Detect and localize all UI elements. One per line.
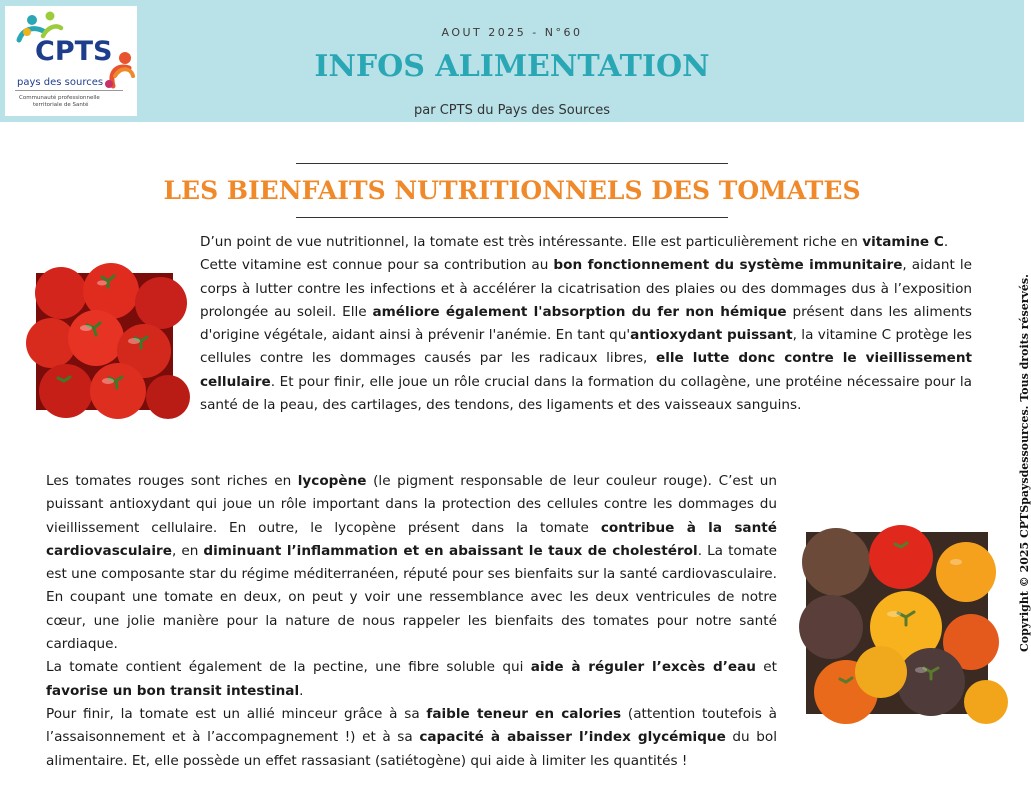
title-rule-bottom <box>296 217 728 218</box>
emphasis-text: favorise un bon transit intestinal <box>46 682 300 699</box>
emphasis-text: vitamine C <box>862 234 944 250</box>
emphasis-text: antioxydant puissant <box>630 327 793 344</box>
issue-number: AOUT 2025 - N°60 <box>441 26 583 39</box>
heirloom-tomatoes-image <box>806 532 988 714</box>
emphasis-text: faible teneur en calories <box>426 705 622 722</box>
emphasis-text: aide à réguler l’excès d’eau <box>530 659 756 676</box>
emphasis-text: contribue à la santé cardiovasculaire <box>46 519 777 559</box>
red-tomatoes-image <box>36 273 173 410</box>
logo-name: CPTS <box>35 36 113 67</box>
emphasis-text: bon fonctionnement du système immunitaire <box>553 257 903 274</box>
paragraph-vitamin-c: D’un point de vue nutritionnel, la tomate est très intéressante. Elle est particulièrement riche en vitamine C. Cette vitamine est connue pour sa contribution au bon fonctionnement du système immunitaire, aidant le corps à lutter contre les infections et à accélérer la cicatrisation des plaies ou des dommages dus à l’exposition prolongée au soleil. Elle améliore également l'absorption du fer non hémique présent dans les aliments d'origine végétale, aidant ainsi à prévenir l'anémie. En tant qu'antioxydant puissant, la vitamine C protège les cellules contre les dommages causés par les radicaux libres, elle lutte donc contre le vieillissement cellulaire. Et pour finir, elle joue un rôle crucial dans la formation du collagène, une protéine nécessaire pour la santé de la peau, des cartilages, des tendons, des ligaments et des vaisseaux sanguins. <box>200 234 973 414</box>
page-title: INFOS ALIMENTATION <box>314 49 710 84</box>
copyright-notice: Copyright © 2025 CPTSpaysdessources. Tous droits réservés. <box>1018 274 1031 652</box>
logo-subtitle-1: Communauté professionnelle <box>19 95 100 101</box>
emphasis-text: elle lutte donc contre le vieillissement cellulaire <box>200 350 973 390</box>
article-title: LES BIENFAITS NUTRITIONNELS DES TOMATES <box>163 176 861 205</box>
logo-subtitle-2: territoriale de Santé <box>33 102 89 108</box>
logo-place: pays des sources <box>17 77 104 88</box>
emphasis-text: capacité à abaisser l’index glycémique <box>419 729 726 746</box>
header-banner <box>0 0 1024 122</box>
title-rule-top <box>296 163 728 164</box>
byline: par CPTS du Pays des Sources <box>414 103 610 118</box>
emphasis-text: améliore également l'absorption du fer non hémique <box>372 303 787 320</box>
emphasis-text: lycopène <box>297 473 367 489</box>
paragraph-lycopene: Les tomates rouges sont riches en lycopène (le pigment responsable de leur couleur rouge). C’est un puissant antioxydant qui joue un rôle important dans la protection des cellules contre les dommages du vieillissement cellulaire. En outre, le lycopène présent dans la tomate contribue à la santé cardiovasculaire, en diminuant l’inflammation et en abaissant le taux de cholestérol. La tomate est une composante star du régime méditerranéen, réputé pour ses bienfaits sur la santé cardiovasculaire. En coupant une tomate en deux, on peut y voir une ressemblance avec les deux ventricules de notre cœur, une jolie manière pour la nature de nous rappeler les bienfaits des tomates pour notre santé cardiaque. La tomate contient également de la pectine, une fibre soluble qui aide à réguler l’excès d’eau et favorise un bon transit intestinal. Pour finir, la tomate est un allié minceur grâce à sa faible teneur en calories (attention toutefois à l’assaisonnement et à l’accompagnement !) et à sa capacité à abaisser l’index glycémique du bol alimentaire. Et, elle possède un effet rassasiant (satiétogène) qui aide à limiter les quantités ! <box>46 473 778 769</box>
emphasis-text: diminuant l’inflammation et en abaissant le taux de cholestérol <box>203 542 698 559</box>
